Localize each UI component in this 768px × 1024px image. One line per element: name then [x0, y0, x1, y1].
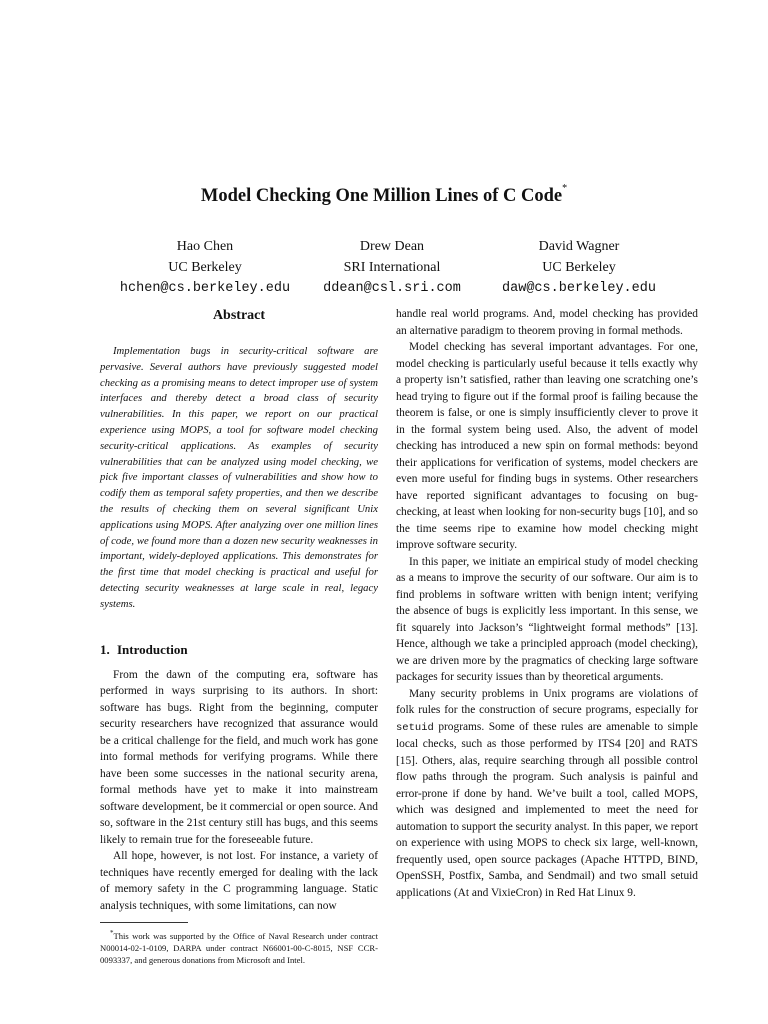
section-number: 1.: [100, 641, 110, 657]
author-email: daw@cs.berkeley.edu: [502, 281, 656, 296]
paragraph-continuation: handle real world programs. And, model checking has provided an alternative paradigm to theorem proving in formal methods.: [396, 308, 698, 337]
author-email: ddean@csl.sri.com: [323, 281, 461, 296]
footnote-marker: *: [110, 929, 114, 938]
paragraph: Model checking has several important advantages. For one, model checking is particularly useful because it tells exactly why a property isn’t satisfied, rather than leaving one scratching one’s head trying to figure out if the formal proof is failing because the theorem is false, or one is simply insufficiently clever to prove it in the formal system being used. Also, the advent of model checking has introduced a new spin on formal methods: beyond their applications for verification of systems, model checkers are even more useful for finding bugs in systems. Other researchers have reported significant advantages to focusing on bug-checking, at least when looking for non-security bugs [10], and so the time seems ripe to examine how model checking might improve software security.: [396, 341, 698, 551]
section-title: Introduction: [117, 641, 188, 657]
paragraph: All hope, however, is not lost. For instance, a variety of techniques have recently emerged for dealing with the lack of memory safety in the C programming language. Static analysis techniques, with some limitations, can now: [100, 850, 378, 912]
author-affiliation: SRI International: [343, 260, 441, 275]
paragraph-text: programs. Some of these rules are amenable to simple local checks, such as those performed by ITS4 [20] and RATS [15]. Others, alas, require searching through all possible control flow paths through the program. Such analysis is painful and error-prone if done by hand. We’ve built a tool, called MOPS, which was designed and implemented to meet the need for automation to support the security analyst. In this paper, we report on experience with using MOPS to check six large, well-known, frequently used, open source packages (Apache HTTPD, BIND, OpenSSH, Postfix, Samba, and Sendmail) and two small setuid applications (At and VixieCron) in Red Hat Linux 9.: [396, 720, 698, 899]
author-1: [112, 236, 298, 299]
paragraph: In this paper, we initiate an empirical study of model checking as a means to improve the security of our software. Our aim is to find problems in software written with benign intent; verifying the absence of bugs is explicitly less important. In this sense, we fit squarely into Jackson’s “lightweight formal methods” [13]. Hence, although we take a principled approach (model checking), we are driven more by the pragmatics of checking large software packages for security issues than by theoretical arguments.: [396, 555, 698, 683]
abstract-heading: Abstract: [212, 308, 266, 323]
footnote: [100, 927, 378, 966]
author-email: hchen@cs.berkeley.edu: [119, 281, 291, 296]
author-name: Hao Chen: [176, 239, 234, 254]
author-name: David Wagner: [538, 239, 620, 254]
section-heading-introduction: [100, 642, 378, 658]
abstract-body: Implementation bugs in security-critical software are pervasive. Several authors have previously suggested model checking as a promising means to detect improper use of system interfaces and thereby detect a broad class of security vulnerabilities. In this paper, we report on our practical experience using MOPS, a tool for software model checking security-critical applications. As examples of security vulnerabilities that can be analyzed using model checking, we pick five important classes of vulnerabilities and show how to codify them as temporal safety properties, and then we describe the results of checking them on several significant Unix applications using MOPS. After analyzing over one million lines of code, we found more than a dozen new security weaknesses in important, widely-deployed applications. This demonstrates for the first time that model checking is practical and useful for detecting security weaknesses at large scale in real, legacy systems.: [100, 345, 378, 610]
paragraph: [396, 686, 698, 902]
paragraph-text: Many security problems in Unix programs are violations of folk rules for the construction of secure programs, especially for: [396, 687, 698, 716]
title-footnote-marker: *: [562, 183, 568, 194]
author-affiliation: UC Berkeley: [168, 260, 242, 275]
author-3: [486, 236, 672, 299]
author-affiliation: UC Berkeley: [542, 260, 616, 275]
author-block: [112, 236, 672, 299]
paragraph: From the dawn of the computing era, software has performed in ways surprising to its authors. In short: software has bugs. Right from the beginning, computer security researchers have recognized that assurance would be a critical challenge for the field, and much work has gone into formal methods for verifying programs. While there have been some successes in the national security arena, formal methods have yet to make it into mainstream software development, be it commercial or open source. And so, software in the 21st century still has bugs, and this seems likely to remain true for the foreseeable future.: [100, 668, 378, 846]
paper-title-text: Model Checking One Million Lines of C Code: [200, 186, 563, 207]
author-2: [299, 236, 485, 299]
right-column: [396, 306, 698, 901]
paper-title: [0, 183, 768, 207]
footnote-text: This work was supported by the Office of Naval Research under contract N00014-02-1-0109, DARPA under contract N66001-00-C-8015, NSF CCR-0093337, and generous donations from Microsoft and Intel.: [100, 930, 378, 965]
footnote-rule: [100, 922, 188, 923]
left-column: [100, 306, 378, 966]
inline-code: setuid: [396, 721, 434, 734]
author-name: Drew Dean: [359, 239, 425, 254]
